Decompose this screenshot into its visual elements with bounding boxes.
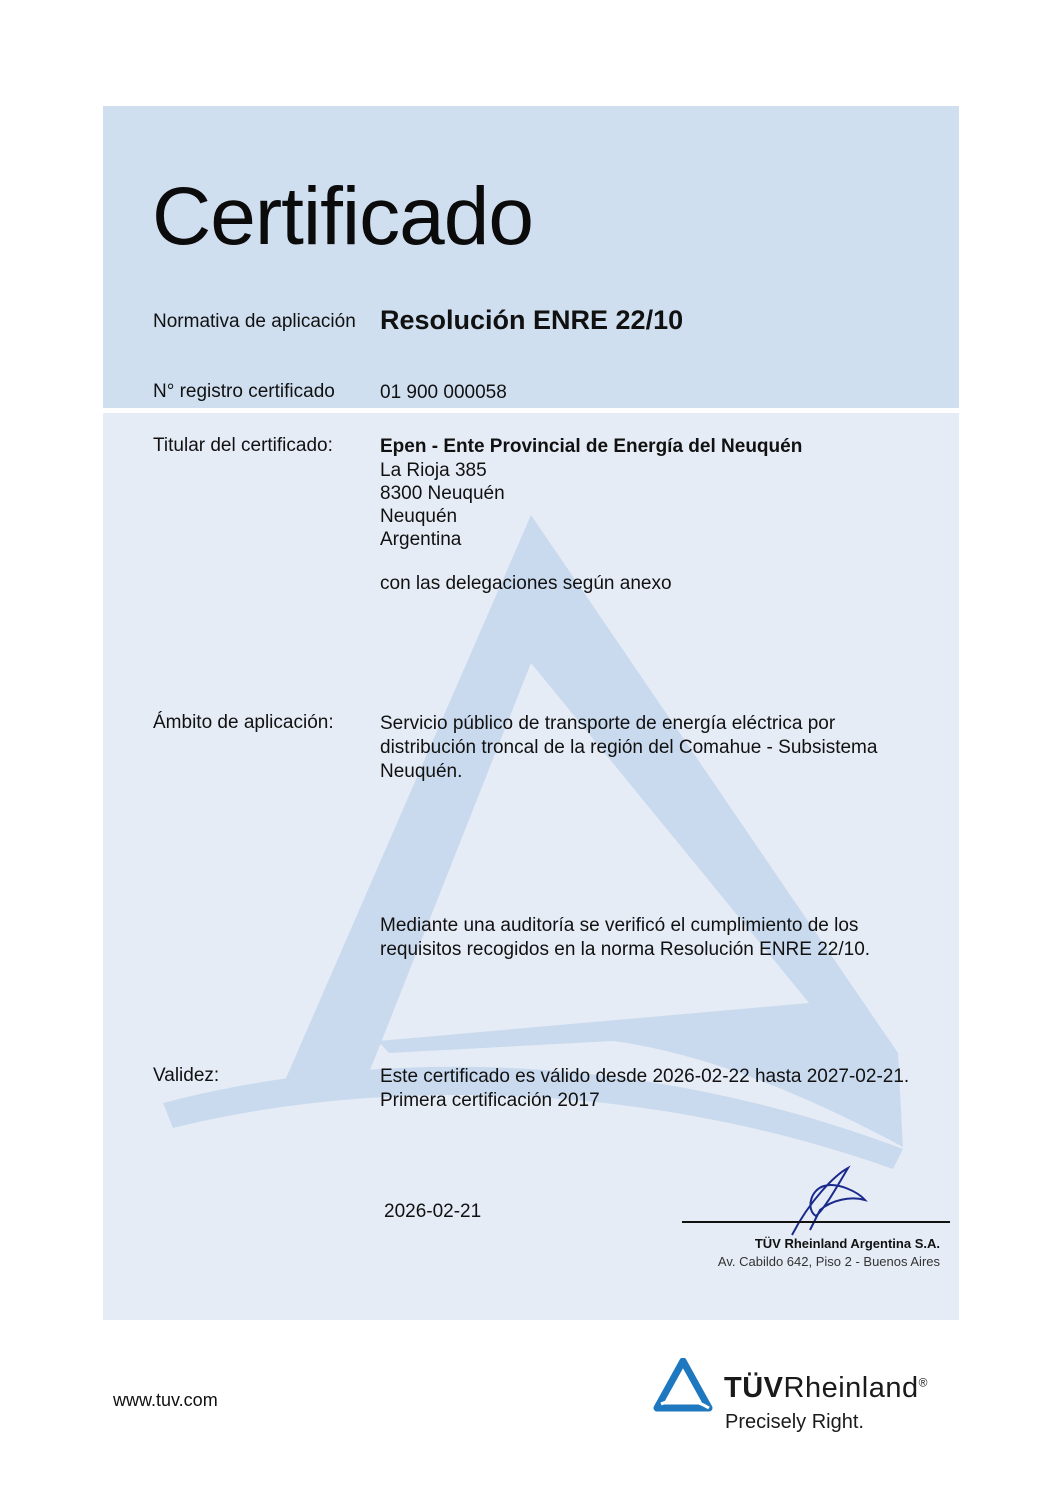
issue-date: 2026-02-21 <box>384 1201 482 1222</box>
brand-name <box>724 1372 928 1405</box>
standard-value: Resolución ENRE 22/10 <box>380 305 684 335</box>
scope-line: distribución troncal de la región del Comahue - Subsistema <box>380 737 878 758</box>
brand-tagline: Precisely Right. <box>725 1411 864 1433</box>
scope-label: Ámbito de aplicación: <box>153 712 334 733</box>
registration-value: 01 900 000058 <box>380 382 507 403</box>
validity-dates: Este certificado es válido desde 2026-02-22 hasta 2027-02-21. <box>380 1066 910 1087</box>
first-certification: Primera certificación 2017 <box>380 1090 600 1111</box>
holder-label: Titular del certificado: <box>153 435 333 456</box>
brand-name-regular: Rheinland <box>783 1372 919 1404</box>
signature-line <box>682 1221 950 1223</box>
brand-name-bold: TÜV <box>724 1372 784 1404</box>
tuv-logo-icon <box>653 1358 713 1413</box>
scope-line: Neuquén. <box>380 761 463 782</box>
signature-company: TÜV Rheinland Argentina S.A. <box>754 1236 940 1251</box>
audit-line: requisitos recogidos en la norma Resolución ENRE 22/10. <box>380 939 871 960</box>
page-title: Certificado <box>152 171 533 262</box>
audit-line: Mediante una auditoría se verificó el cumplimiento de los <box>380 915 859 936</box>
holder-address-line: Neuquén <box>380 506 458 527</box>
footer-url[interactable]: www.tuv.com <box>113 1390 218 1410</box>
registration-label: N° registro certificado <box>153 381 335 402</box>
holder-name: Epen - Ente Provincial de Energía del Neuquén <box>380 436 803 457</box>
validity-label: Validez: <box>153 1065 220 1086</box>
holder-note: con las delegaciones según anexo <box>380 573 672 594</box>
scope-line: Servicio público de transporte de energía eléctrica por <box>380 713 836 734</box>
signature-scribble-icon <box>780 1160 880 1245</box>
signature-address: Av. Cabildo 642, Piso 2 - Buenos Aires <box>717 1254 940 1269</box>
holder-address-line: La Rioja 385 <box>380 460 487 481</box>
standard-label: Normativa de aplicación <box>153 311 356 332</box>
holder-address-line: Argentina <box>380 529 462 550</box>
registered-mark: ® <box>918 1375 928 1390</box>
holder-address-line: 8300 Neuquén <box>380 483 505 504</box>
